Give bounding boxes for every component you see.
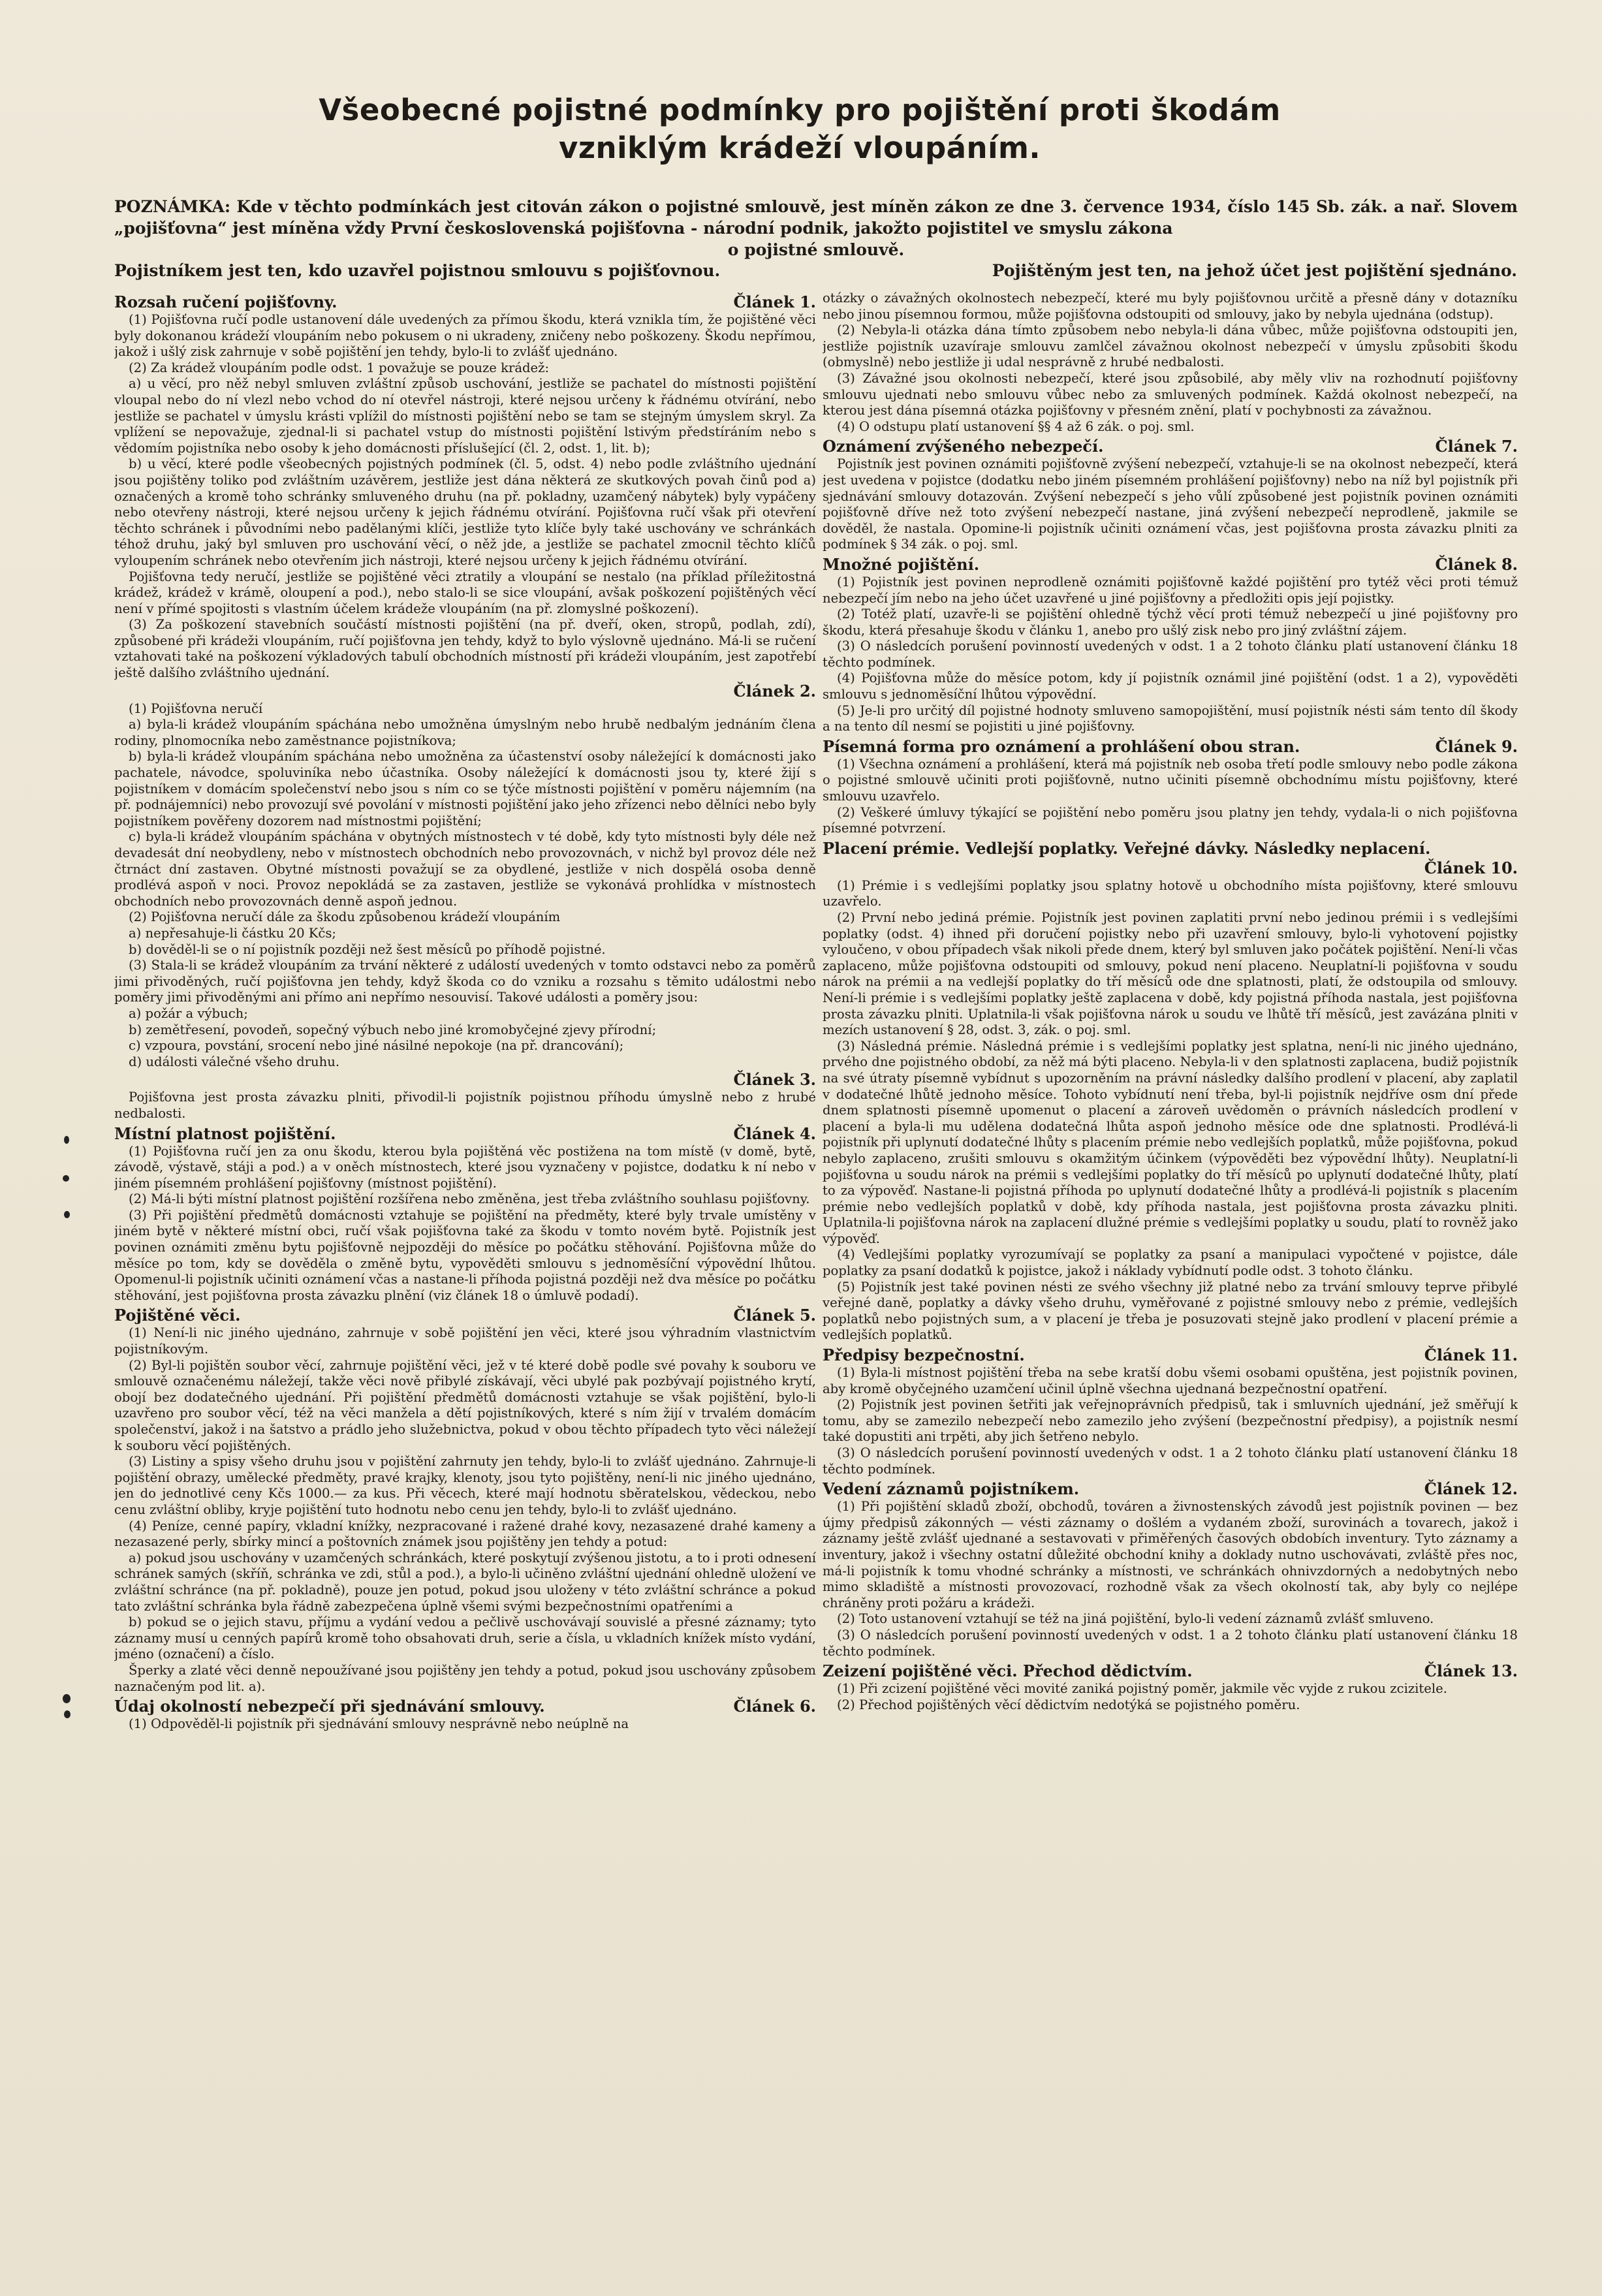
article-number: Článek 11.: [1424, 1345, 1518, 1365]
article-number: Článek 2.: [733, 681, 816, 700]
preliminary-note: [114, 196, 1518, 260]
paragraph: (3) Stala-li se krádež vloupáním za trvání některé z událostí uvedených v tomto odstavci nebo za poměrů jimi přivoděných, ručí pojišťovna jen tehdy, když škoda co do vzniku a rozsahu s těmito událostmi nebo poměry jimi přivoděnými ani přímo ani nepřímo nesouvisí. Takové události a poměry jsou:: [114, 958, 816, 1005]
paragraph: (1) Není-li nic jiného ujednáno, zahrnuje v sobě pojištění jen věci, které jsou výhradním vlastnictvím pojistníkovým.: [114, 1325, 816, 1357]
right-column: [823, 291, 1518, 2229]
paragraph: (4) Vedlejšími poplatky vyrozumívají se poplatky za psaní a manipulaci vypočtené v pojistce, dále poplatky za psaní dodatků k pojistce, jakož i náklady vybídnutí podle odst. 3 tohoto článku.: [823, 1247, 1518, 1279]
document-title: [98, 91, 1501, 167]
article-number: Článek 7.: [1435, 437, 1518, 456]
article-number: Článek 13.: [1424, 1661, 1518, 1681]
paragraph: (3) O následcích porušení povinností uvedených v odst. 1 a 2 tohoto článku platí ustanovení článku 18 těchto podmínek.: [823, 638, 1518, 670]
section-heading: [114, 1306, 816, 1325]
article-number: Článek 6.: [733, 1697, 816, 1716]
section-title: Písemná forma pro oznámení a prohlášení obou stran.: [823, 736, 1300, 756]
paragraph: (2) Totéž platí, uzavře-li se pojištění ohledně týchž věcí proti témuž nebezpečí u jiné pojišťovny pro škodu, která přesahuje škodu v článku 1, anebo pro ušlý zisk nebo pro jiný zvláštní zájem.: [823, 606, 1518, 638]
paragraph: a) požár a výbuch;: [129, 1005, 248, 1021]
section-title: Zeizení pojištěné věci. Přechod dědictvím.: [823, 1661, 1193, 1681]
paragraph: (1) Při zcizení pojištěné věci movité zaniká pojistný poměr, jakmile věc vyjde z rukou zcizitele.: [837, 1681, 1447, 1697]
paragraph: (2) Byl-li pojištěn soubor věcí, zahrnuje pojištění věci, jež v té které době podle své povahy k souboru ve smlouvě označenému náležejí, takže věci nově přibylé získávají, věci ubylé pak pozbývají pojistného krytí, obojí bez dodatečného ujednání. Při pojištění předmětů domácnosti vztahuje se však pojištění, bylo-li uzavřeno pro soubor věcí, též na věci manžela a dětí pojistníkových, které s ním žijí v trvalém domácím společenství, jakož i na šatstvo a prádlo jeho služebnictva, pokud v obou těchto případech tyto věci náležejí k souboru věcí pojištěných.: [114, 1357, 816, 1453]
paragraph: a) u věcí, pro něž nebyl smluven zvláštní způsob uschování, jestliže se pachatel do místnosti pojištění vloupal nebo do ní vlezl nebo vchod do ní otevřel nástroji, které nejsou určeny k řádnému otvírání, nebo jestliže se pachatel v úmyslu krásti vplížil do místnosti pojištění nebo se tam se stejným úmyslem skryl. Za vplížení se nepovažuje, zjednal-li si pachatel vstup do místnosti pojištění lstivým předstíráním nebo s vědomím pojistníka nebo osoby k jeho domácnosti příslušející (čl. 2, odst. 1, lit. b);: [114, 376, 816, 456]
paragraph: (4) Peníze, cenné papíry, vkladní knížky, nezpracované i ražené drahé kovy, nezasazené drahé kameny a nezasazené perly, sbírky mincí a poštovních známek jsou pojištěny jen tehdy a potud:: [114, 1518, 816, 1550]
paragraph: (1) Odpověděl-li pojistník při sjednávání smlouvy nesprávně nebo neúplně na: [129, 1716, 629, 1732]
paragraph: b) dověděl-li se o ní pojistník později než šest měsíců po příhodě pojistné.: [129, 941, 606, 957]
definition-insured: Pojištěným jest ten, na jehož účet jest pojištění sjednáno.: [992, 261, 1517, 280]
section-title: Údaj okolností nebezpečí při sjednávání smlouvy.: [114, 1697, 545, 1716]
paragraph: (3) Následná prémie. Následná prémie i s vedlejšími poplatky jest splatna, není-li nic jiného ujednáno, prvého dne pojistného období, za něž má býti placeno. Nebyla-li v den splatnosti zaplacena, budiž pojistník na své útraty písemně vybídnut s upozorněním na právní následky dalšího prodlení v placení, aby zaplatil v dodatečné lhůtě jednoho měsíce. Tohoto vybídnutí není třeba, byl-li pojistník nejdříve osm dní přede dnem splatnosti písemně upomenut o placení a zároveň uvědoměn o právních následcích prodlení v placení a byla-li mu udělena dodatečná lhůta aspoň jednoho měsíce ode dne splatnosti. Prodlévá-li pojistník při uplynutí dodatečné lhůty s placením prémie nebo vedlejších poplatků, může pojišťovna, pokud nebylo zaplaceno, zrušiti smlouvu s okamžitým účinkem (výpověděti bez výpovědní lhůty). Neuplatní-li pojišťovna u soudu nárok na prémii s vedlejšími poplatky do tří měsíců po uplynutí dodatečné lhůty, platí to za výpověď. Nastane-li pojistná příhoda po uplynutí dodatečné lhůty a prodlévá-li pojistník s placením prémie nebo vedlejších poplatků v době, kdy příhoda nastala, jest pojišťovna prosta závazku plniti. Uplatnila-li pojišťovna nárok na zaplacení dlužné prémie s vedlejšími poplatky u soudu, platí to rovněž jako výpověď.: [823, 1038, 1518, 1246]
left-column: [114, 291, 816, 2242]
title-line-2: vzniklým krádeží vloupáním.: [559, 131, 1041, 165]
paragraph: (3) Při pojištění předmětů domácnosti vztahuje se pojištění na předměty, které byly trvale umístěny v jiném bytě v některé místní obci, ručí však pojišťovna také za škodu v tomto novém bytě. Pojistník jest povinen oznámiti změnu bytu pojišťovně nejpozději do měsíce po počátku stěhování. Pojišťovna může do měsíce po tom, kdy se dověděla o změně bytu, vypověděti smlouvu s jednoměsíční výpovědní lhůtou. Opomenul-li pojistník učiniti oznámení včas a nastane-li příhoda pojistná později než dva měsíce po počátku stěhování, jest pojišťovna prosta závazku plnění (viz článek 18 o úmluvě podadí).: [114, 1207, 816, 1303]
paragraph: (4) O odstupu platí ustanovení §§ 4 až 6 zák. o poj. sml.: [837, 418, 1195, 434]
paragraph: (1) Při pojištění skladů zboží, obchodů, továren a živnostenských závodů jest pojistník povinen — bez újmy předpisů zákonných — vésti záznamy o došlém a vydaném zboží, surovinách a tovarech, jakož i záznamy ještě zvlášť ujednané a sestavovati v přiměřených časových obdobích inventury. Tyto záznamy a inventury, jakož i všechny ostatní důležité obchodní knihy a doklady nutno uschovávati, zvláště přes noc, má-li pojistník k tomu vhodné schránky a místnosti, ve schránkách ohnivzdorných a nedobytných nebo mimo skladiště a místnosti provozovací, rozhodně však za všech okolností tak, aby byly co nejlépe chráněny proti požáru a krádeži.: [823, 1499, 1518, 1611]
paragraph: (1) Prémie i s vedlejšími poplatky jsou splatny hotově u obchodního místa pojišťovny, které smlouvu uzavřelo.: [823, 877, 1518, 909]
paragraph: (1) Pojišťovna ručí jen za onu škodu, kterou byla pojištěná věc postižena na tom místě (v domě, bytě, závodě, výstavě, stáji a pod.) a v oněch místnostech, které jsou vyznačeny v pojistce, dodatku k ní nebo v jiném písemném prohlášení pojišťovny (místnost pojištění).: [114, 1143, 816, 1191]
title-line-1: Všeobecné pojistné podmínky pro pojištění proti škodám: [319, 93, 1281, 127]
paragraph: (1) Byla-li místnost pojištění třeba na sebe kratší dobu všemi osobami opuštěna, jest pojistník povinen, aby kromě obyčejného uzamčení učinil úplně všechna ujednaná bezpečnostní opatření.: [823, 1365, 1518, 1396]
section-heading: [823, 839, 1518, 858]
section-heading: [823, 437, 1518, 456]
paragraph: (3) O následcích porušení povinností uvedených v odst. 1 a 2 tohoto článku platí ustanovení článku 18 těchto podmínek.: [823, 1445, 1518, 1477]
section-heading: [114, 1697, 816, 1716]
paragraph: d) události válečné všeho druhu.: [129, 1054, 340, 1069]
paragraph: (3) Závažné jsou okolnosti nebezpečí, které jsou způsobilé, aby měly vliv na rozhodnutí pojišťovny smlouvu ujednati nebo smlouvu vůbec nebo za smluvených podmínek. Každá okolnost nebezpečí, na kterou jest dána písemná otázka pojišťovny v přesném znění, platí v pochybnosti za závažnou.: [823, 370, 1518, 418]
paragraph: (1) Pojistník jest povinen neprodleně oznámiti pojišťovně každé pojištění pro tytéž věci proti témuž nebezpečí jím nebo na jeho účet uzavřené u jiné pojišťovny a předložiti opis její pojistky.: [823, 574, 1518, 606]
section-title: Množné pojištění.: [823, 554, 980, 574]
paragraph: b) pokud se o jejich stavu, příjmu a vydání vedou a pečlivě uschovávají souvislé a přesné záznamy; tyto záznamy musí u cenných papírů kromě toho obsahovati druh, serie a čísla, u vkladních knížek místo vydání, jméno (označení) a číslo.: [114, 1614, 816, 1662]
paragraph: Pojišťovna tedy neručí, jestliže se pojištěné věci ztratily a vloupání se nestalo (na příklad příležitostná krádež, krádež v krámě, oloupení a pod.), nebo stalo-li se sice vloupání, avšak poškození pojištěných věcí není v přímé spojitosti s vlastním účelem krádeže vloupáním (na př. zlomyslné poškození).: [114, 569, 816, 616]
paragraph: (1) Pojišťovna neručí: [129, 700, 263, 716]
paragraph: Pojišťovna jest prosta závazku plniti, přivodil-li pojistník pojistnou příhodu úmyslně nebo z hrubé nedbalosti.: [114, 1090, 816, 1121]
section-title: Místní platnost pojištění.: [114, 1124, 336, 1143]
paragraph: (2) Veškeré úmluvy týkající se pojištění nebo poměru jsou platny jen tehdy, vydala-li o nich pojišťovna písemné potvrzení.: [823, 804, 1518, 836]
paragraph: b) zemětřesení, povodeň, sopečný výbuch nebo jiné kromobyčejné zjevy přírodní;: [129, 1022, 657, 1037]
section-title: Předpisy bezpečnostní.: [823, 1345, 1025, 1365]
paragraph: (3) Za poškození stavebních součástí místnosti pojištění (na př. dveří, oken, stropů, podlah, zdí), způsobené při krádeži vloupáním, ručí pojišťovna jen tehdy, když to bylo výslovně ujednáno. Má-li se ručení vztahovati také na poškození výkladových tabulí obchodních místností při krádeži vloupáním, jest zapotřebí ještě dalšího zvláštního ujednání.: [114, 617, 816, 681]
article-number: Článek 8.: [1435, 554, 1518, 574]
paragraph: (2) Pojišťovna neručí dále za škodu způsobenou krádeží vloupáním: [129, 909, 561, 925]
paragraph: (2) Nebyla-li otázka dána tímto způsobem nebo nebyla-li dána vůbec, může pojišťovna odstoupiti jen, jestliže pojistník uzavíraje smlouvu zamlčel závažnou okolnost nebezpečí v úmyslu způsobiti škodu (obmyslně) nebo jestliže ji udal nesprávně z hrubé nedbalosti.: [823, 322, 1518, 370]
section-heading: [823, 1479, 1518, 1499]
article-number: Článek 3.: [733, 1070, 816, 1090]
paragraph: (2) Má-li býti místní platnost pojištění rozšířena nebo změněna, jest třeba zvláštního souhlasu pojišťovny.: [129, 1191, 810, 1207]
paragraph: (2) První nebo jediná prémie. Pojistník jest povinen zaplatiti první nebo jedinou prémii i s vedlejšími poplatky (odst. 4) ihned při doručení pojistky nebo při uzavření smlouvy, bylo-li vyhotovení pojistky vyloučeno, v obou případech však nikoli přede dnem, který byl smluven jako počátek pojištění. Není-li včas zaplaceno, může pojišťovna odstoupiti od smlouvy, pokud není placeno. Neuplatní-li pojišťovna v soudu nárok na prémii a na vedlejší poplatky do tří měsíců ode dne splatnosti, platí, že odstoupila od smlouvy. Není-li prémie i s vedlejšími poplatky ještě zaplacena v době, kdy pojistná příhoda nastala, jest pojišťovna prosta závazku plniti. Uplatnila-li však pojišťovna nárok u soudu ve lhůtě tří měsíců, jest zavázána plniti v mezích ustanovení § 28, odst. 3, zák. o poj. sml.: [823, 910, 1518, 1038]
section-title: Vedení záznamů pojistníkem.: [823, 1479, 1080, 1499]
section-title: Pojištěné věci.: [114, 1306, 241, 1325]
section-heading: [823, 1661, 1518, 1681]
paragraph: a) nepřesahuje-li částku 20 Kčs;: [129, 925, 337, 941]
section-heading: [114, 292, 816, 312]
paragraph: Šperky a zlaté věci denně nepoužívané jsou pojištěny jen tehdy a potud, pokud jsou uschovány způsobem naznačeným pod lit. a).: [114, 1662, 816, 1694]
section-heading: [823, 737, 1518, 757]
article-number: Článek 1.: [733, 292, 816, 311]
paragraph: (3) O následcích porušení povinností uvedených v odst. 1 a 2 tohoto článku platí ustanovení článku 18 těchto podmínek.: [823, 1627, 1518, 1659]
paragraph: (2) Toto ustanovení vztahují se též na jiná pojištění, bylo-li vedení záznamů zvlášť smluveno.: [837, 1611, 1434, 1627]
paragraph: (5) Pojistník jest také povinen nésti ze svého všechny již platné nebo za trvání smlouvy teprve přibylé veřejné daně, poplatky a dávky všeho druhu, vyměřované z pojistné smlouvy nebo z prémie, vedlejších poplatků nebo pojistných sum, a v placení je třeba je posuzovati stejně jako prodlení v placení prémie a vedlejších poplatků.: [823, 1279, 1518, 1343]
paragraph: (2) Za krádež vloupáním podle odst. 1 považuje se pouze krádež:: [129, 360, 550, 375]
paragraph: a) byla-li krádež vloupáním spáchána nebo umožněna úmyslným nebo hrubě nedbalým jednáním člena rodiny, plnomocníka nebo zaměstnance pojistníkova;: [114, 717, 816, 748]
paragraph: b) byla-li krádež vloupáním spáchána nebo umožněna za účastenství osoby náležející k domácnosti jako pachatele, návodce, spoluviníka nebo účastníka. Osoby náležející k domácnosti jsou ty, které žijí s pojistníkem v domácím společenství nebo jsou s ním co se týče místnosti pojištění v poměru nájemním (na př. podnájemníci) nebo provozují své povolání v místnosti pojištění jako jeho zřízenci nebo dělníci nebo byly pojistníkem pověřeny dozorem nad místnostmi pojištění;: [114, 749, 816, 828]
paragraph: (1) Všechna oznámení a prohlášení, která má pojistník neb osoba třetí podle smlouvy nebo podle zákona o pojistné smlouvě učiniti proti pojišťovně, nutno učiniti písemně obchodnímu místu pojišťovny, které smlouvu uzavřelo.: [823, 756, 1518, 804]
note-text: POZNÁMKA: Kde v těchto podmínkách jest citován zákon o pojistné smlouvě, jest míněn zákon ze dne 3. července 1934, číslo 145 Sb. zák. a nař. Slovem „pojišťovna“ jest míněna vždy První československá pojišťovna - národní podnik, jakožto pojistitel ve smyslu zákona: [114, 197, 1518, 238]
paragraph: (3) Listiny a spisy všeho druhu jsou v pojištění zahrnuty jen tehdy, bylo-li to zvlášť ujednáno. Zahrnuje-li pojištění obrazy, umělecké předměty, pravé krajky, klenoty, jsou tyto pojištěny, není-li nic jiného ujednáno, jen do jednotlivé ceny Kčs 1000.— za kus. Při věcech, které mají hodnotu sběratelskou, vědeckou, nebo cenu zvláštní obliby, kryje pojištění tuto hodnotu nebo cenu jen tehdy, bylo-li to zvlášť ujednáno.: [114, 1454, 816, 1517]
paragraph: a) pokud jsou uschovány v uzamčených schránkách, které poskytují zvýšenou jistotu, a to i proti odnesení schránek samých (skříň, schránka ve zdi, stůl a pod.), a bylo-li učiněno zvláštní ujednání ohledně uložení ve zvláštní schránce (na př. pokladně), pouze jen potud, pokud jsou uloženy v této zvláštní schránce a pokud tato zvláštní schránka byla řádně zabezpečena úplně všemi svými bezpečnostními opatřeními a: [114, 1550, 816, 1614]
paragraph: otázky o závažných okolnostech nebezpečí, které mu byly pojišťovnou určitě a přesně dány v dotazníku nebo jinou písemnou formou, může pojišťovna odstoupiti od smlouvy, jako by nebyla ujednána (odstup).: [823, 291, 1518, 322]
paragraph: c) byla-li krádež vloupáním spáchána v obytných místnostech v té době, kdy tyto místnosti byly déle než devadesát dní neobydleny, nebo v místnostech obchodních nebo provozovnách, v nichž byl provoz déle než čtrnáct dní zastaven. Obytné místnosti považují se za obydlené, jestliže v nich dospělá osoba denně prodlévá aspoň v noci. Provoz nepokládá se za zastaven, jestliže se vykonává prohlídka v místnostech obchodních nebo provozovnách denně aspoň jednou.: [114, 829, 816, 909]
paragraph: b) u věcí, které podle všeobecných pojistných podmínek (čl. 5, odst. 4) nebo podle zvláštního ujednání jsou pojištěny toliko pod zvláštním uzávěrem, jestliže jest dána některá ze skutkových povah činů pod a) označených a kromě toho schránky smluveného druhu (na př. pokladny, uzamčený nábytek) byly vypáčeny nebo otevřeny nástroji, které nejsou určeny k jejich řádnému otvírání. Pojišťovna ručí však při otevření těchto schránek i původními nebo padělanými klíči, jestliže tyto klíče byly také uschovány ve schránkách téhož druhu, jaký byl smluven pro uschování věcí, o něž jde, a jestliže se pachatel zmocnil těchto klíčů vyloupením schránek nebo otevřením jich nástroji, které nejsou určeny k jejich řádnému otvírání.: [114, 456, 816, 568]
section-heading: [823, 1345, 1518, 1365]
section-title: Placení prémie. Vedlejší poplatky. Veřejné dávky. Následky neplacení.: [823, 838, 1431, 858]
paragraph: (5) Je-li pro určitý díl pojistné hodnoty smluveno samopojištění, musí pojistník nésti sám tento díl škody a na tento díl nesmí se pojistiti u jiné pojišťovny.: [823, 702, 1518, 734]
article-number: Článek 12.: [1424, 1479, 1518, 1499]
definition-policyholder: Pojistníkem jest ten, kdo uzavřel pojistnou smlouvu s pojišťovnou.: [114, 261, 721, 280]
paragraph: c) vzpoura, povstání, srocení nebo jiné násilné nepokoje (na př. drancování);: [129, 1038, 624, 1054]
paragraph: (2) Přechod pojištěných věcí dědictvím nedotýká se pojistného poměru.: [837, 1697, 1300, 1712]
section-heading: [114, 1124, 816, 1144]
note-text-end: o pojistné smlouvě.: [727, 240, 905, 259]
paragraph: (1) Pojišťovna ručí podle ustanovení dále uvedených za přímou škodu, která vznikla tím, že pojištěné věci byly dokonanou krádeží vloupáním nebo pokusem o ni ukradeny, zničeny nebo poškozeny. Škodu nepřímou, jakož i ušlý zisk zahrnuje v sobě pojištění jen tehdy, bylo-li to zvlášť ujednáno.: [114, 312, 816, 360]
binding-hole-marks: [60, 0, 80, 2296]
paragraph: Pojistník jest povinen oznámiti pojišťovně zvýšení nebezpečí, vztahuje-li se na okolnost nebezpečí, která jest uvedena v pojistce (dodatku nebo jiném písemném prohlášení pojišťovny) nebo na níž byl pojistník při sjednávání smlouvy dotazován. Zvýšení nebezpečí s jeho vůlí způsobené jest pojistník povinen oznámiti pojišťovně dříve než toto zvýšení nebezpečí nastane, jiná zvýšení nebezpečí neprodleně, jakmile se dověděl, že nastala. Opomine-li pojistník učiniti oznámení včas, jest pojišťovna prosta závazku plniti za podmínek § 34 zák. o poj. sml.: [823, 456, 1518, 552]
paragraph: (4) Pojišťovna může do měsíce potom, kdy jí pojistník oznámil jiné pojištění (odst. 1 a 2), vypověděti smlouvu s jednoměsíční lhůtou výpovědní.: [823, 670, 1518, 702]
article-number: Článek 5.: [733, 1306, 816, 1325]
article-number: Článek 9.: [1435, 736, 1518, 756]
section-title: Rozsah ručení pojišťovny.: [114, 292, 338, 311]
section-heading: [823, 555, 1518, 574]
article-number: Článek 4.: [733, 1124, 816, 1143]
section-title: Oznámení zvýšeného nebezpečí.: [823, 437, 1104, 456]
article-number: Článek 10.: [1424, 858, 1518, 877]
paragraph: (2) Pojistník jest povinen šetřiti jak veřejnoprávních předpisů, tak i smluvních ujednání, jež směřují k tomu, aby se zamezilo nebezpečí nebo zamezilo jeho zvýšení (bezpečnostní předpisy), a pojistník nesmí také dopustiti ani trpěti, aby jich šetřeno nebylo.: [823, 1397, 1518, 1445]
